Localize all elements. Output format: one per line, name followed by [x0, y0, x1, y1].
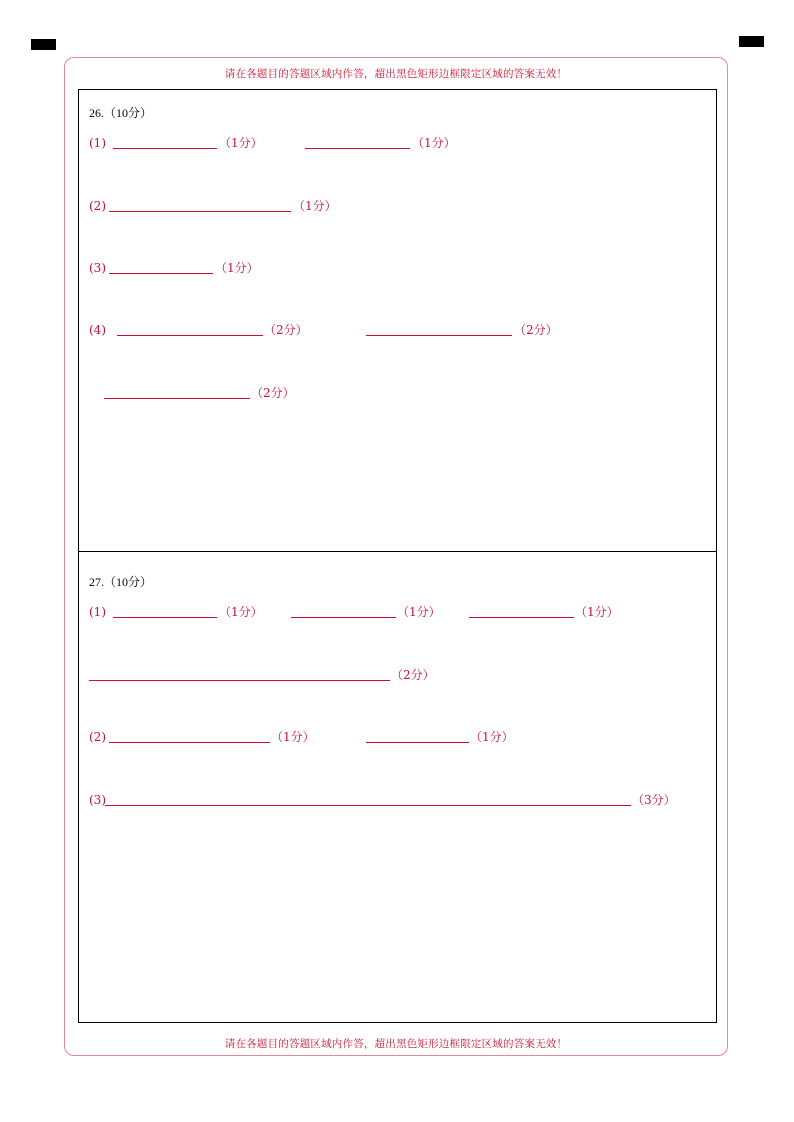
answer-box	[78, 89, 717, 1023]
score-label: （1分）	[219, 136, 263, 150]
header-notice: 请在各题目的答题区域内作答，超出黑色矩形边框限定区域的答案无效！	[224, 68, 568, 80]
answer-blank[interactable]	[113, 148, 217, 149]
score-label: （2分）	[264, 323, 308, 337]
score-label: （1分）	[293, 199, 337, 213]
answer-blank[interactable]	[109, 273, 213, 274]
answer-blank[interactable]	[109, 742, 270, 743]
footer-notice: 请在各题目的答题区域内作答，超出黑色矩形边框限定区域的答案无效！	[224, 1038, 568, 1050]
score-label: （1分）	[470, 730, 514, 744]
question-divider	[79, 551, 716, 552]
question-title: 27.（10分）	[89, 575, 153, 589]
part-label: (1)	[89, 136, 106, 150]
answer-blank[interactable]	[109, 211, 291, 212]
score-label: （1分）	[412, 136, 456, 150]
score-label: （2分）	[514, 323, 558, 337]
score-label: （1分）	[219, 605, 263, 619]
score-label: （1分）	[215, 261, 259, 275]
score-label: （2分）	[391, 668, 435, 682]
score-label: （1分）	[271, 730, 315, 744]
answer-blank[interactable]	[89, 680, 390, 681]
part-label: (3)	[89, 261, 106, 275]
part-label: (3)	[89, 793, 106, 807]
answer-blank[interactable]	[113, 617, 217, 618]
score-label: （1分）	[575, 605, 619, 619]
registration-mark-right	[739, 36, 764, 47]
answer-blank[interactable]	[469, 617, 574, 618]
answer-blank[interactable]	[117, 335, 263, 336]
score-label: （1分）	[397, 605, 441, 619]
registration-mark-left	[31, 39, 56, 50]
part-label: (2)	[89, 199, 106, 213]
answer-blank[interactable]	[305, 148, 410, 149]
part-label: (2)	[89, 730, 106, 744]
answer-blank[interactable]	[366, 742, 469, 743]
answer-blank[interactable]	[104, 398, 250, 399]
part-label: (4)	[89, 323, 106, 337]
answer-blank[interactable]	[291, 617, 396, 618]
part-label: (1)	[89, 605, 106, 619]
score-label: （2分）	[251, 386, 295, 400]
question-title: 26.（10分）	[89, 106, 153, 120]
score-label: （3分）	[632, 793, 676, 807]
answer-blank[interactable]	[366, 335, 512, 336]
answer-blank[interactable]	[105, 805, 631, 806]
